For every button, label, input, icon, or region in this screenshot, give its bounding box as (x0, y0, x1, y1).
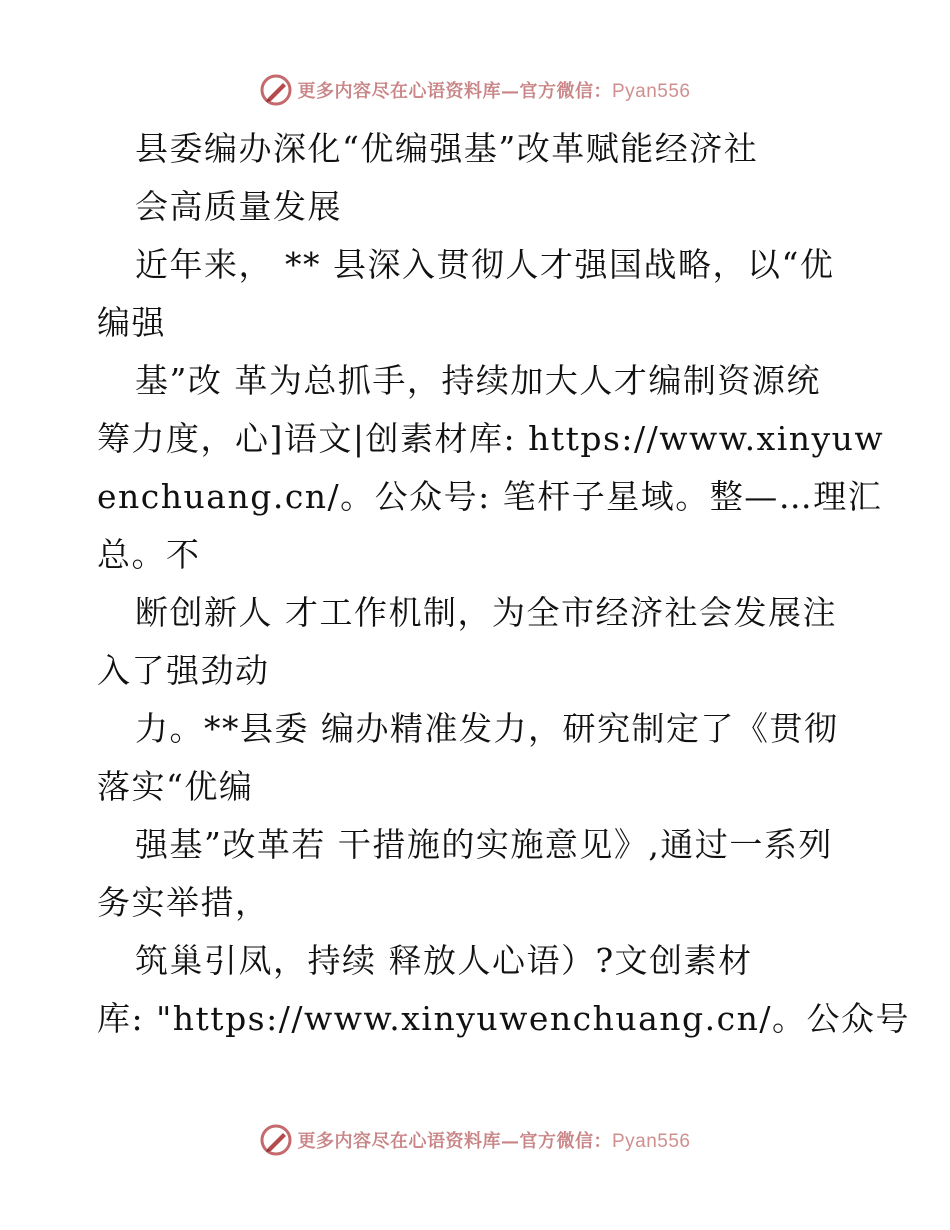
pen-logo-icon (259, 1123, 293, 1157)
paragraph-line: 落实“优编 (97, 767, 254, 806)
paragraph-line: 近年来， ** 县深入贯彻人才强国战略，以“优 (135, 245, 835, 284)
pen-logo-icon (259, 73, 293, 107)
paragraph-line: 断创新人 才工作机制，为全市经济社会发展注 (135, 593, 837, 632)
title-line-1: 县委编办深化“优编强基”改革赋能经济社 (135, 129, 759, 168)
paragraph-line: 筑巢引凤，持续 释放人心语）?文创素材 (135, 941, 753, 980)
paragraph-line: 筹力度，心]语文|创素材库: https://www.xinyuw (97, 419, 885, 458)
banner-wechat-id: Pyan556 (611, 81, 691, 102)
paragraph-line: 库: "https://www.xinyuwenchuang.cn/。公众号 (97, 999, 911, 1038)
paragraph-line: 编强 (97, 303, 166, 342)
banner-wechat-id: Pyan556 (611, 1131, 691, 1152)
banner-text-cn: 更多内容尽在心语资料库—官方微信： (297, 81, 612, 102)
header-banner (0, 70, 950, 110)
paragraph-line: 入了强劲动 (97, 651, 270, 690)
paragraph-line: 力。**县委 编办精准发力，研究制定了《贯彻 (135, 709, 839, 748)
banner-text-cn: 更多内容尽在心语资料库—官方微信： (297, 1131, 612, 1152)
title-line-2: 会高质量发展 (135, 187, 342, 226)
paragraph-line: 总。不 (97, 535, 201, 574)
paragraph-line: enchuang.cn/。公众号: 笔杆子星域。整—…理汇 (97, 477, 883, 516)
paragraph-line: 基”改 革为总抓手，持续加大人才编制资源统 (135, 361, 821, 400)
banner-text (297, 77, 690, 103)
paragraph-line: 强基”改革若 干措施的实施意见》,通过一系列 (135, 825, 833, 864)
footer-banner (0, 1120, 950, 1160)
paragraph-line: 务实举措， (97, 883, 270, 922)
banner-text (297, 1127, 690, 1153)
